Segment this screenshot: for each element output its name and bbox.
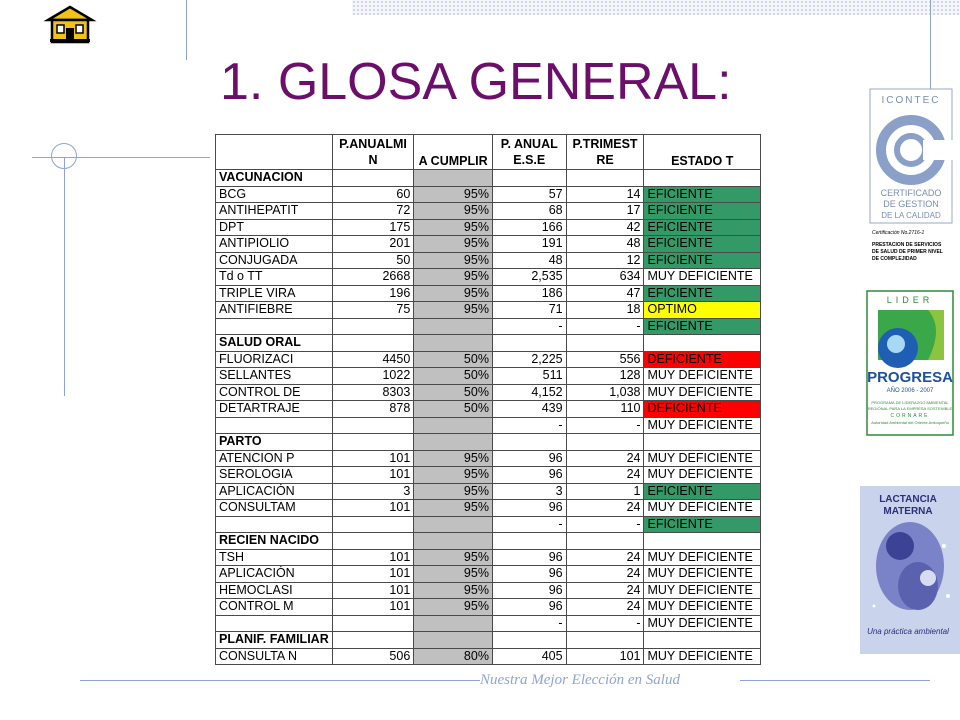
pct-cell: 95%: [414, 252, 493, 269]
pct-cell: 50%: [414, 384, 493, 401]
table-cell: [492, 632, 566, 649]
row-label: APLICACIÓN: [216, 483, 333, 500]
status-cell: MUY DEFICIENTE: [644, 549, 761, 566]
ese-cell: -: [492, 417, 566, 434]
table-row: [216, 450, 761, 467]
status-cell: MUY DEFICIENTE: [644, 582, 761, 599]
pct-cell: 95%: [414, 236, 493, 253]
anual-cell: 101: [332, 549, 414, 566]
glosa-table: [215, 134, 761, 665]
section-row: [216, 533, 761, 550]
table-cell: [566, 335, 644, 352]
ese-cell: 2,225: [492, 351, 566, 368]
table-row: [216, 401, 761, 418]
ese-cell: 68: [492, 203, 566, 220]
ese-cell: 166: [492, 219, 566, 236]
table-cell: [566, 533, 644, 550]
row-label: Td o TT: [216, 269, 333, 286]
icontec-desc1: PRESTACION DE SERVICIOS: [872, 242, 942, 248]
status-cell: MUY DEFICIENTE: [644, 269, 761, 286]
trim-cell: 556: [566, 351, 644, 368]
ese-cell: 57: [492, 186, 566, 203]
table-row: [216, 599, 761, 616]
spreadsheet-image: [210, 131, 761, 679]
anual-cell: 8303: [332, 384, 414, 401]
page-title: 1. GLOSA GENERAL:: [220, 53, 732, 111]
table-row: [216, 417, 761, 434]
anual-cell: 101: [332, 599, 414, 616]
pct-cell: 95%: [414, 549, 493, 566]
pct-cell: 50%: [414, 401, 493, 418]
row-label: ATENCION P: [216, 450, 333, 467]
anual-cell: 3: [332, 483, 414, 500]
row-label: [216, 516, 333, 533]
row-label: CONSULTAM: [216, 500, 333, 517]
trim-cell: 24: [566, 549, 644, 566]
trim-cell: 1: [566, 483, 644, 500]
section-row: [216, 170, 761, 187]
anual-cell: [332, 417, 414, 434]
trim-cell: 47: [566, 285, 644, 302]
status-cell: EFICIENTE: [644, 285, 761, 302]
ese-cell: -: [492, 318, 566, 335]
anual-cell: 878: [332, 401, 414, 418]
lactancia-materna-logo: [860, 486, 960, 654]
status-cell: EFICIENTE: [644, 219, 761, 236]
table-row: [216, 384, 761, 401]
table-row: [216, 467, 761, 484]
pct-cell: 95%: [414, 467, 493, 484]
trim-cell: 48: [566, 236, 644, 253]
trim-cell: 12: [566, 252, 644, 269]
trim-cell: -: [566, 615, 644, 632]
row-label: [216, 615, 333, 632]
ese-cell: 96: [492, 566, 566, 583]
trim-cell: -: [566, 417, 644, 434]
row-label: APLICACIÓN: [216, 566, 333, 583]
ese-cell: 96: [492, 549, 566, 566]
table-header-row: [216, 135, 761, 170]
table-row: [216, 516, 761, 533]
status-cell: MUY DEFICIENTE: [644, 648, 761, 665]
ese-cell: 511: [492, 368, 566, 385]
table-cell: [644, 335, 761, 352]
status-cell: EFICIENTE: [644, 252, 761, 269]
row-label: CONTROL DE: [216, 384, 333, 401]
status-cell: EFICIENTE: [644, 318, 761, 335]
trim-cell: 17: [566, 203, 644, 220]
section-title: RECIEN NACIDO: [216, 533, 333, 550]
row-label: ANTIHEPATIT: [216, 203, 333, 220]
ese-cell: 96: [492, 582, 566, 599]
anual-cell: 2668: [332, 269, 414, 286]
row-label: CONTROL M: [216, 599, 333, 616]
section-title: VACUNACION: [216, 170, 333, 187]
status-cell: EFICIENTE: [644, 483, 761, 500]
lactancia-title2: MATERNA: [883, 506, 933, 517]
status-cell: MUY DEFICIENTE: [644, 566, 761, 583]
row-label: BCG: [216, 186, 333, 203]
section-title: PARTO: [216, 434, 333, 451]
ese-cell: 96: [492, 500, 566, 517]
pct-cell: 95%: [414, 219, 493, 236]
ese-cell: 96: [492, 467, 566, 484]
table-cell: [332, 632, 414, 649]
status-cell: OPTIMO: [644, 302, 761, 319]
ese-cell: 96: [492, 450, 566, 467]
header-cell: A CUMPLIR: [414, 135, 493, 170]
lider-small3: CORNARE: [890, 413, 930, 419]
table-row: [216, 582, 761, 599]
icontec-cert: Certificación No.2716-1: [872, 230, 925, 236]
table-row: [216, 269, 761, 286]
trim-cell: 110: [566, 401, 644, 418]
icontec-line1: CERTIFICADO: [880, 188, 942, 198]
pct-cell: 95%: [414, 599, 493, 616]
trim-cell: 1,038: [566, 384, 644, 401]
row-label: CONJUGADA: [216, 252, 333, 269]
row-label: HEMOCLASI: [216, 582, 333, 599]
anual-cell: 101: [332, 467, 414, 484]
pct-cell: 50%: [414, 351, 493, 368]
table-row: [216, 549, 761, 566]
table-row: [216, 285, 761, 302]
table-cell: [644, 533, 761, 550]
status-cell: MUY DEFICIENTE: [644, 500, 761, 517]
anual-cell: 196: [332, 285, 414, 302]
anual-cell: [332, 318, 414, 335]
section-row: [216, 335, 761, 352]
anual-cell: 101: [332, 582, 414, 599]
anual-cell: [332, 615, 414, 632]
pct-cell: 80%: [414, 648, 493, 665]
table-cell: [414, 170, 493, 187]
trim-cell: 634: [566, 269, 644, 286]
lactancia-caption: Una práctica ambiental: [867, 627, 949, 636]
status-cell: MUY DEFICIENTE: [644, 599, 761, 616]
pct-cell: 95%: [414, 582, 493, 599]
table-row: [216, 500, 761, 517]
anual-cell: 101: [332, 500, 414, 517]
decor-line: [930, 0, 931, 94]
anual-cell: 101: [332, 450, 414, 467]
lider-years: AÑO 2006 - 2007: [886, 388, 934, 394]
table-cell: [644, 170, 761, 187]
row-label: ANTIPIOLIO: [216, 236, 333, 253]
anual-cell: 201: [332, 236, 414, 253]
pct-cell: 50%: [414, 368, 493, 385]
table-row: [216, 566, 761, 583]
pct-cell: 95%: [414, 186, 493, 203]
decor-line: [80, 680, 480, 681]
anual-cell: 60: [332, 186, 414, 203]
anual-cell: [332, 516, 414, 533]
status-cell: MUY DEFICIENTE: [644, 417, 761, 434]
pct-cell: 95%: [414, 566, 493, 583]
lider-progresa-logo: [866, 290, 954, 436]
table-row: [216, 483, 761, 500]
table-cell: [492, 533, 566, 550]
status-cell: EFICIENTE: [644, 236, 761, 253]
row-label: TRIPLE VIRA: [216, 285, 333, 302]
table-row: [216, 186, 761, 203]
header-cell: P. ANUAL E.S.E: [492, 135, 566, 170]
icontec-brand: ICONTEC: [881, 95, 941, 106]
trim-cell: 101: [566, 648, 644, 665]
table-cell: [644, 434, 761, 451]
ese-cell: 4,152: [492, 384, 566, 401]
pct-cell: 95%: [414, 302, 493, 319]
trim-cell: 24: [566, 566, 644, 583]
row-label: SEROLOGIA: [216, 467, 333, 484]
table-cell: [492, 170, 566, 187]
anual-cell: 72: [332, 203, 414, 220]
anual-cell: 506: [332, 648, 414, 665]
table-row: [216, 302, 761, 319]
table-cell: [414, 335, 493, 352]
footer-slogan: Nuestra Mejor Elección en Salud: [480, 672, 680, 688]
decor-circle: [51, 143, 77, 169]
dotted-header-band: [352, 0, 960, 15]
table-cell: [566, 170, 644, 187]
ese-cell: 191: [492, 236, 566, 253]
row-label: DPT: [216, 219, 333, 236]
decor-line: [64, 158, 65, 396]
ese-cell: 2,535: [492, 269, 566, 286]
anual-cell: 1022: [332, 368, 414, 385]
pct-cell: 95%: [414, 450, 493, 467]
icontec-line3: DE LA CALIDAD: [881, 211, 941, 220]
pct-cell: [414, 318, 493, 335]
status-cell: EFICIENTE: [644, 516, 761, 533]
header-cell: ESTADO T: [644, 135, 761, 170]
row-label: [216, 318, 333, 335]
status-cell: MUY DEFICIENTE: [644, 368, 761, 385]
pct-cell: [414, 516, 493, 533]
row-label: CONSULTA N: [216, 648, 333, 665]
anual-cell: 101: [332, 566, 414, 583]
icontec-certification-logo: [869, 88, 953, 274]
table-cell: [492, 335, 566, 352]
ese-cell: 3: [492, 483, 566, 500]
table-cell: [414, 632, 493, 649]
table-cell: [644, 632, 761, 649]
table-cell: [566, 434, 644, 451]
icontec-line2: DE GESTION: [883, 199, 939, 209]
header-cell: [216, 135, 333, 170]
pct-cell: [414, 615, 493, 632]
trim-cell: -: [566, 516, 644, 533]
ese-cell: 439: [492, 401, 566, 418]
trim-cell: 42: [566, 219, 644, 236]
ese-cell: 186: [492, 285, 566, 302]
ese-cell: 48: [492, 252, 566, 269]
pct-cell: 95%: [414, 483, 493, 500]
status-cell: MUY DEFICIENTE: [644, 450, 761, 467]
trim-cell: 24: [566, 450, 644, 467]
pct-cell: 95%: [414, 203, 493, 220]
row-label: [216, 417, 333, 434]
ese-cell: 96: [492, 599, 566, 616]
section-title: SALUD ORAL: [216, 335, 333, 352]
table-cell: [332, 533, 414, 550]
trim-cell: 128: [566, 368, 644, 385]
table-cell: [332, 170, 414, 187]
section-title: PLANIF. FAMILIAR: [216, 632, 333, 649]
table-row: [216, 368, 761, 385]
icontec-desc3: DE COMPLEJIDAD: [872, 256, 917, 262]
row-label: SELLANTES: [216, 368, 333, 385]
row-label: TSH: [216, 549, 333, 566]
icontec-desc2: DE SALUD DE PRIMER NIVEL: [872, 249, 943, 255]
table-cell: [492, 434, 566, 451]
table-cell: [566, 632, 644, 649]
anual-cell: 4450: [332, 351, 414, 368]
table-row: [216, 318, 761, 335]
anual-cell: 175: [332, 219, 414, 236]
section-row: [216, 434, 761, 451]
table-row: [216, 252, 761, 269]
pct-cell: 95%: [414, 269, 493, 286]
ese-cell: 405: [492, 648, 566, 665]
table-row: [216, 203, 761, 220]
status-cell: MUY DEFICIENTE: [644, 384, 761, 401]
row-label: DETARTRAJE: [216, 401, 333, 418]
ese-cell: -: [492, 615, 566, 632]
decor-line: [186, 0, 187, 60]
status-cell: EFICIENTE: [644, 203, 761, 220]
status-cell: MUY DEFICIENTE: [644, 467, 761, 484]
anual-cell: 75: [332, 302, 414, 319]
trim-cell: 24: [566, 500, 644, 517]
table-cell: [414, 434, 493, 451]
anual-cell: 50: [332, 252, 414, 269]
table-row: [216, 219, 761, 236]
ese-cell: 71: [492, 302, 566, 319]
trim-cell: 14: [566, 186, 644, 203]
table-row: [216, 615, 761, 632]
lactancia-title1: LACTANCIA: [879, 494, 937, 505]
table-row: [216, 236, 761, 253]
status-cell: DEFICIENTE: [644, 351, 761, 368]
pct-cell: [414, 417, 493, 434]
pct-cell: 95%: [414, 285, 493, 302]
table-cell: [332, 335, 414, 352]
decor-line: [740, 680, 930, 681]
lider-name: PROGRESA: [867, 369, 953, 386]
lider-small1: PROGRAMA DE LIDERAZGO AMBIENTAL: [871, 400, 949, 405]
row-label: FLUORIZACI: [216, 351, 333, 368]
trim-cell: 24: [566, 599, 644, 616]
trim-cell: 24: [566, 582, 644, 599]
home-icon[interactable]: [40, 4, 100, 44]
table-cell: [414, 533, 493, 550]
lider-small4: Autoridad Ambiental del Oriente Antioqueño: [871, 420, 949, 425]
header-cell: P.ANUALMI N: [332, 135, 414, 170]
trim-cell: 18: [566, 302, 644, 319]
status-cell: MUY DEFICIENTE: [644, 615, 761, 632]
status-cell: EFICIENTE: [644, 186, 761, 203]
table-row: [216, 351, 761, 368]
lider-small2: REGIONAL PARA LA EMPRESA SOSTENIBLE: [867, 406, 953, 411]
row-label: ANTIFIEBRE: [216, 302, 333, 319]
header-cell: P.TRIMEST RE: [566, 135, 644, 170]
trim-cell: -: [566, 318, 644, 335]
lider-top: LIDER: [886, 295, 934, 305]
pct-cell: 95%: [414, 500, 493, 517]
table-row: [216, 648, 761, 665]
status-cell: DEFICIENTE: [644, 401, 761, 418]
section-row: [216, 632, 761, 649]
ese-cell: -: [492, 516, 566, 533]
table-cell: [332, 434, 414, 451]
trim-cell: 24: [566, 467, 644, 484]
